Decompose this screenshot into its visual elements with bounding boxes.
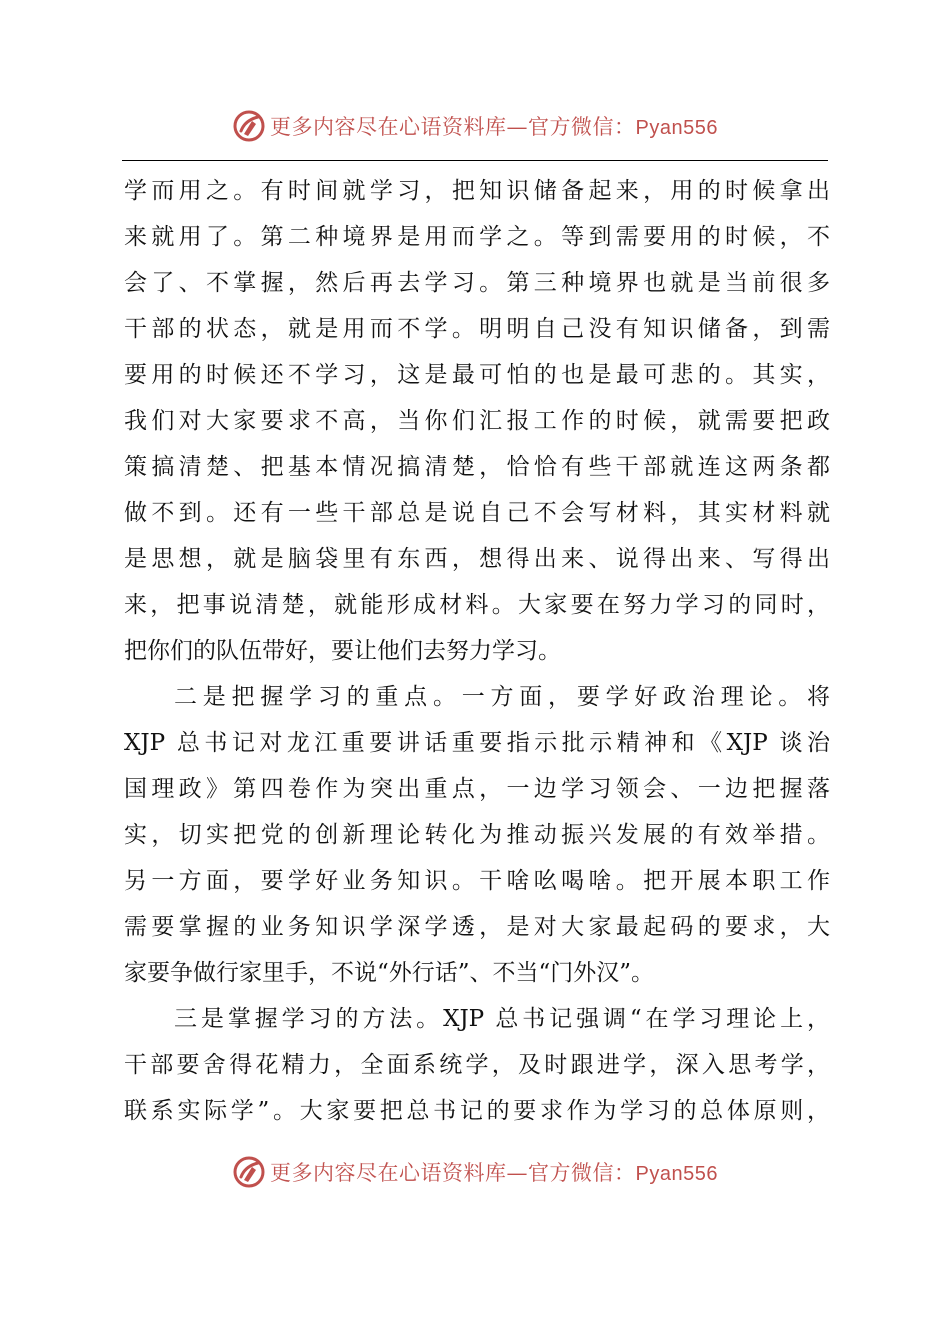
text-line: 策搞清楚、把基本情况搞清楚，恰恰有些干部就连这两条都	[124, 454, 830, 480]
text-line: 把你们的队伍带好，要让他们去努力学习。	[124, 638, 561, 664]
header-divider	[122, 160, 828, 161]
seal-logo-icon	[232, 1155, 266, 1189]
text-line: 家要争做行家里手，不说“外行话”、不当“门外汉”。	[124, 960, 655, 986]
text-line: XJP 总书记对龙江重要讲话重要指示批示精神和《XJP 谈治	[124, 730, 830, 756]
paragraph	[124, 996, 830, 1134]
text-line: 要用的时候还不学习，这是最可怕的也是最可悲的。其实，	[124, 362, 830, 388]
footer-banner	[0, 1150, 950, 1194]
text-line: 国理政》第四卷作为突出重点，一边学习领会、一边把握落	[124, 776, 830, 802]
footer-site-text: 更多内容尽在心语资料库—	[270, 1161, 529, 1185]
text-line: 是思想，就是脑袋里有东西，想得出来、说得出来、写得出	[124, 546, 830, 572]
paragraph	[124, 168, 830, 674]
header-wechat-text: 官方微信：	[528, 115, 636, 139]
header-text	[270, 111, 718, 141]
text-line: 二是把握学习的重点。一方面，要学好政治理论。将	[174, 684, 830, 710]
text-line: 另一方面，要学好业务知识。干啥吆喝啥。把开展本职工作	[124, 868, 830, 894]
text-line: 我们对大家要求不高，当你们汇报工作的时候，就需要把政	[124, 408, 830, 434]
seal-logo-icon	[232, 109, 266, 143]
text-line: 需要掌握的业务知识学深学透，是对大家最起码的要求，大	[124, 914, 830, 940]
text-line: 会了、不掌握，然后再去学习。第三种境界也就是当前很多	[124, 270, 830, 296]
footer-wechat-text: 官方微信：	[528, 1161, 636, 1185]
footer-wechat-id: Pyan556	[635, 1163, 718, 1185]
header-site-text: 更多内容尽在心语资料库—	[270, 115, 529, 139]
text-line: 联系实际学”。大家要把总书记的要求作为学习的总体原则，	[124, 1098, 830, 1124]
paragraph	[124, 674, 830, 996]
header-banner	[0, 104, 950, 148]
header-wechat-id: Pyan556	[635, 117, 718, 139]
text-line: 来就用了。第二种境界是用而学之。等到需要用的时候，不	[124, 224, 830, 250]
document-body	[124, 168, 830, 1134]
text-line: 干部的状态，就是用而不学。明明自己没有知识储备，到需	[124, 316, 830, 342]
text-line: 学而用之。有时间就学习，把知识储备起来，用的时候拿出	[124, 178, 830, 204]
text-line: 实，切实把党的创新理论转化为推动振兴发展的有效举措。	[124, 822, 830, 848]
text-line: 来，把事说清楚，就能形成材料。大家要在努力学习的同时，	[124, 592, 830, 618]
footer-text	[270, 1157, 718, 1187]
text-line: 干部要舍得花精力，全面系统学，及时跟进学，深入思考学，	[124, 1052, 830, 1078]
text-line: 做不到。还有一些干部总是说自己不会写材料，其实材料就	[124, 500, 830, 526]
text-line: 三是掌握学习的方法。XJP 总书记强调“在学习理论上，	[174, 1006, 830, 1032]
